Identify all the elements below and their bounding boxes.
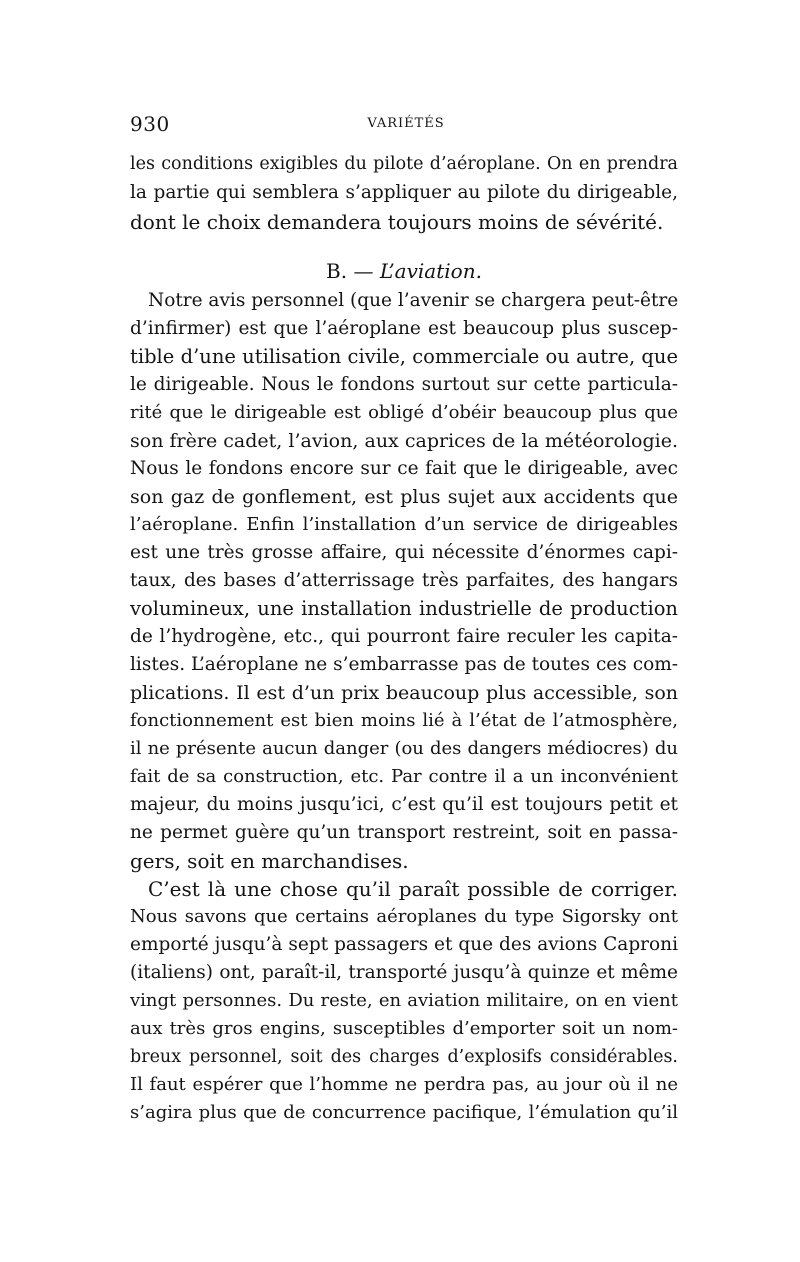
page-header: [130, 112, 682, 144]
text-line: il ne présente aucun danger (ou des dangers médiocres) du: [130, 738, 678, 759]
text-line: est une très grosse affaire, qui nécessite d’énormes capi-: [130, 542, 678, 563]
page-number: 930: [130, 112, 170, 136]
text-line: aux très gros engins, susceptibles d’emporter soit un nom-: [130, 1018, 678, 1039]
text-line: vingt personnes. Du reste, en aviation militaire, on en vient: [130, 990, 678, 1011]
text-line: fonctionnement est bien moins lié à l’état de l’atmosphère,: [130, 710, 678, 731]
text-line: rité que le dirigeable est obligé d’obéir beaucoup plus que: [130, 402, 678, 423]
section-marker: B. —: [326, 259, 374, 283]
text-line: s’agira plus que de concurrence pacifique, l’émulation qu’il: [130, 1102, 678, 1123]
text-line: Il faut espérer que l’homme ne perdra pas, au jour où il ne: [130, 1074, 678, 1095]
text-line: gers, soit en marchandises.: [130, 849, 409, 873]
text-line: dont le choix demandera toujours moins de sévérité.: [130, 210, 664, 234]
section-subheading: [130, 258, 678, 284]
text-line: le dirigeable. Nous le fondons surtout sur cette particula-: [130, 374, 678, 395]
text-line: tible d’une utilisation civile, commerciale ou autre, que: [130, 345, 678, 368]
text-line: son frère cadet, l’avion, aux caprices de la météorologie.: [130, 430, 678, 452]
text-line: son gaz de gonflement, est plus sujet aux accidents que: [130, 486, 678, 508]
text-line: volumineux, une installation industrielle de production: [130, 597, 678, 620]
text-line: la partie qui semblera s’appliquer au pilote du dirigeable,: [130, 182, 678, 203]
text-line: (italiens) ont, paraît-il, transporté jusqu’à quinze et même: [130, 962, 678, 983]
text-line: Nous le fondons encore sur ce fait que le dirigeable, avec: [130, 458, 678, 479]
text-line: les conditions exigibles du pilote d’aéroplane. On en prendra: [130, 154, 678, 174]
text-line: listes. L’aéroplane ne s’embarrasse pas de toutes ces com-: [130, 654, 678, 675]
text-line: ne permet guère qu’un transport restreint, soit en passa-: [130, 822, 678, 843]
text-line: breux personnel, soit des charges d’explosifs considérables.: [130, 1047, 678, 1067]
running-head: VARIÉTÉS: [367, 116, 445, 131]
text-line: d’infirmer) est que l’aéroplane est beaucoup plus suscep-: [130, 318, 678, 339]
text-line: emporté jusqu’à sept passagers et que des avions Caproni: [130, 934, 678, 955]
text-line: plications. Il est d’un prix beaucoup plus accessible, son: [130, 682, 678, 704]
text-line: de l’hydrogène, etc., qui pourront faire reculer les capita-: [130, 626, 678, 647]
paragraph-first-line: Notre avis personnel (que l’avenir se chargera peut-être: [148, 290, 679, 311]
text-line: taux, des bases d’atterrissage très parfaites, des hangars: [130, 570, 678, 591]
paragraph-first-line: C’est là une chose qu’il paraît possible de corriger.: [148, 877, 678, 901]
text-line: majeur, du moins jusqu’ici, c’est qu’il est toujours petit et: [130, 794, 678, 815]
text-line: Nous savons que certains aéroplanes du type Sigorsky ont: [130, 906, 678, 927]
section-title: L’aviation.: [379, 259, 482, 283]
text-line: l’aéroplane. Enfin l’installation d’un service de dirigeables: [130, 514, 678, 535]
text-line: fait de sa construction, etc. Par contre il a un inconvénient: [130, 766, 678, 787]
